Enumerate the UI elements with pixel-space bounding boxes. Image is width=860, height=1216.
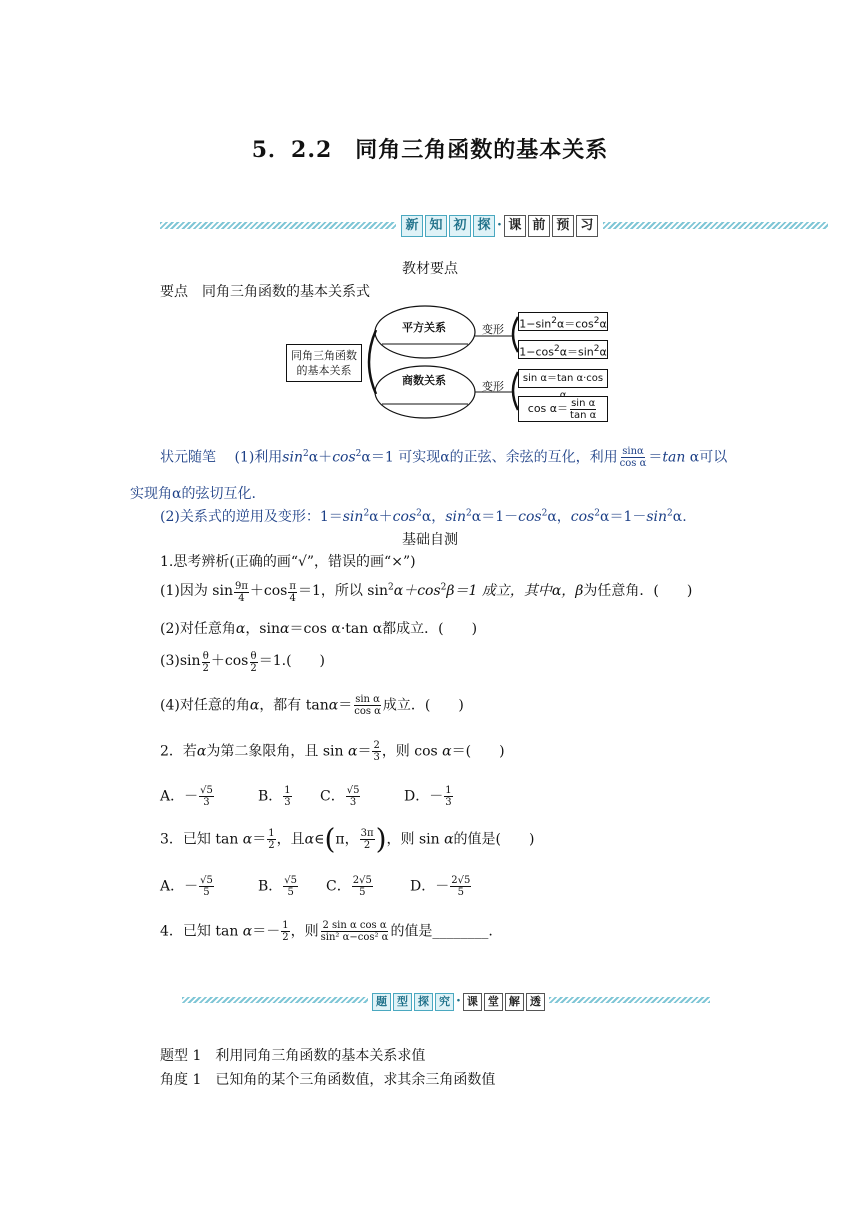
q-text: 2．若 (160, 743, 197, 760)
topic-heading: 题型 1 利用同角三角函数的基本关系求值 (160, 1048, 426, 1064)
q-text: (3)sin (160, 653, 201, 669)
fraction (569, 398, 597, 421)
f1-part: α (599, 317, 607, 331)
numerator: 2√5 (352, 875, 372, 886)
banner-tile: 题 (372, 993, 391, 1011)
note-text: (1)利用 (234, 449, 283, 466)
banner-tile: 探 (414, 993, 433, 1011)
sup: 2 (667, 508, 673, 519)
numerator: √5 (200, 785, 213, 796)
banner-hatch-left (160, 222, 396, 229)
q-text: ，sin (245, 621, 280, 637)
q1-item-2 (160, 618, 477, 638)
fraction (283, 785, 291, 808)
q-text: 的值是________. (390, 923, 493, 940)
banner-tile: 解 (505, 993, 524, 1011)
option-label: A．－ (160, 788, 199, 805)
q3-option-c[interactable] (326, 875, 410, 898)
q-text: ＝1，所以 sin (297, 583, 388, 599)
note-text: cos (332, 449, 356, 466)
denominator: 5 (457, 887, 464, 898)
banner-tile: 堂 (484, 993, 503, 1011)
q-text: ＝ (338, 697, 353, 714)
banner-tile: 课 (504, 215, 526, 237)
note-text: α， (547, 509, 571, 525)
selftest-heading: 基础自测 (402, 532, 458, 548)
page-title: 5．2.2 同角三角函数的基本关系 (251, 137, 609, 163)
q-text: α (238, 831, 253, 848)
quotient-relation-label: 商数关系 (402, 374, 446, 387)
q-text: α＋cos (393, 583, 441, 599)
note-text: ＝ (648, 449, 663, 466)
numerator: sin α (571, 397, 596, 409)
q-text: α (280, 621, 290, 637)
q-text: 3．已知 tan (160, 831, 239, 848)
denominator: 2 (250, 663, 257, 675)
f1-part: α＝cos (556, 317, 594, 331)
note-text: sin (342, 509, 364, 525)
note-text: sin (646, 509, 668, 525)
denominator: 5 (287, 887, 294, 898)
numerator: 1 (284, 785, 291, 796)
banner-separator: · (497, 216, 502, 233)
q-text: ，则 (290, 923, 319, 940)
q-text: (2)对任意角 (160, 621, 236, 637)
q-text: 都成立．( ) (382, 621, 478, 637)
root-line1: 同角三角函数 (291, 349, 357, 362)
numerator: √5 (200, 875, 213, 886)
numerator: θ (250, 651, 257, 663)
q-text: ＝cos α·tan α (289, 621, 383, 637)
banner-tile: 究 (435, 993, 454, 1011)
note-text: (2)关系式的逆用及变形：1＝ (160, 509, 343, 525)
q-text: α，β (551, 583, 584, 599)
denominator: 5 (203, 887, 210, 898)
numerator: θ (202, 651, 209, 663)
numerator: 2 (373, 740, 380, 751)
q-text: α (439, 831, 454, 848)
option-label: D．－ (404, 788, 444, 805)
option-label: C． (320, 788, 345, 805)
note-para-2 (160, 506, 687, 526)
option-label: C． (326, 878, 351, 895)
banner-tile: 习 (576, 215, 598, 237)
q-text: 4．已知 tan (160, 923, 239, 940)
sup: 2 (594, 508, 600, 519)
q-text: α (343, 743, 358, 760)
q-text: α (196, 743, 207, 760)
q-text: (1)因为 sin (160, 583, 233, 599)
option-label: D．－ (410, 878, 450, 895)
note-text: α. (672, 509, 687, 525)
fraction (234, 581, 249, 604)
f2-part: α＝sin (559, 345, 594, 359)
fraction (267, 828, 275, 851)
note-label: 状元随笔 (160, 449, 216, 466)
banner-tile: 探 (473, 215, 495, 237)
q4-stem (160, 920, 493, 943)
note-text: tan (662, 449, 686, 466)
q2-option-b[interactable] (258, 785, 320, 808)
q3-options (160, 875, 472, 898)
q-text: 的值是( ) (453, 831, 535, 848)
fraction (619, 446, 648, 469)
denominator: tan α (570, 409, 597, 421)
banner-tile: 新 (401, 215, 423, 237)
fraction (249, 651, 257, 674)
numerator: √5 (346, 785, 360, 796)
note-text: cos (518, 509, 542, 525)
q-text: π， (335, 831, 359, 848)
fraction (444, 785, 452, 808)
banner-separator: · (456, 992, 461, 1009)
q3-option-a[interactable] (160, 875, 258, 898)
f2-part: α (599, 345, 607, 359)
q2-options (160, 785, 454, 808)
sup: 2 (388, 582, 394, 593)
q-text: ＋cos (249, 583, 288, 599)
note-para-1-line2: 实现角α的弦切互化. (130, 486, 256, 502)
q-text: 为第二象限角，且 sin (206, 743, 344, 760)
numerator: 1 (282, 920, 289, 931)
q-text: α (249, 697, 260, 714)
banner-tile: 预 (552, 215, 574, 237)
numerator: 1 (445, 785, 452, 796)
numerator: √5 (284, 875, 298, 886)
q-text: ＝1.( ) (258, 653, 326, 669)
angle-heading: 角度 1 已知角的某个三角函数值，求其余三角函数值 (160, 1072, 496, 1088)
sup: 2 (440, 582, 447, 593)
q-text: ∈ (314, 831, 325, 848)
fraction (288, 581, 297, 604)
q-text: (4)对任意的角 (160, 697, 250, 714)
q-text: β＝1 成立，其中 (446, 583, 552, 599)
q-text: ，都有 tan (259, 697, 329, 714)
banner-tiles (400, 214, 599, 237)
q-text: 成立．( ) (382, 697, 464, 714)
banner-hatch-right (603, 222, 828, 229)
fraction (199, 875, 214, 898)
numerator: 3π (360, 828, 374, 839)
fraction (199, 785, 214, 808)
q-text: ，且 (276, 831, 305, 848)
denominator: 4 (289, 593, 296, 605)
q-text: ＝ (252, 831, 267, 848)
denominator: 5 (359, 887, 366, 898)
q-text: 为任意角．( ) (583, 583, 693, 599)
sup: 2 (355, 448, 362, 459)
fraction (450, 875, 471, 898)
note-text: α＋ (308, 449, 333, 466)
banner-hatch-left (182, 997, 368, 1003)
q-text: α (304, 831, 315, 848)
denominator: 3 (284, 797, 291, 808)
note-text: sin (282, 449, 303, 466)
q-text: α (328, 697, 339, 714)
denominator: 3 (349, 797, 357, 808)
denominator: 2 (268, 840, 275, 851)
fraction (352, 875, 373, 898)
numerator: 2 sin α cos α (322, 920, 387, 931)
square-relation-label: 平方关系 (402, 321, 446, 334)
banner-tiles (371, 990, 546, 1011)
right-paren: ) (375, 822, 387, 856)
banner-tile: 初 (449, 215, 471, 237)
banner-tile: 课 (463, 993, 482, 1011)
f4-lhs: cos α＝ (527, 402, 569, 415)
q-text: ＝－ (252, 923, 281, 940)
fraction (320, 920, 390, 943)
numerator: sin α (355, 694, 380, 705)
section-banner-class (182, 987, 710, 1013)
q2-option-d[interactable] (404, 785, 454, 808)
q-text: ＝ (357, 743, 372, 760)
denominator: 2 (282, 932, 289, 943)
fraction (346, 785, 361, 808)
banner-hatch-right (549, 997, 710, 1003)
denominator: cos α (619, 458, 647, 469)
denominator: sin² α−cos² α (320, 932, 389, 943)
option-label: A．－ (160, 878, 199, 895)
option-label: B． (258, 788, 283, 805)
denominator: 3 (373, 752, 380, 763)
fraction (353, 694, 382, 717)
note-text: sin (445, 509, 466, 525)
fraction (283, 875, 298, 898)
numerator: 9π (234, 581, 248, 593)
fraction (202, 651, 210, 674)
q2-stem (160, 740, 505, 763)
q-text: ＝( ) (451, 743, 505, 760)
formula-box-3: sin α＝tan α·cos (518, 369, 608, 388)
point-heading: 要点 同角三角函数的基本关系式 (160, 284, 370, 300)
diagram-root-box (286, 344, 362, 382)
numerator: sinα (622, 446, 644, 457)
f2-part: 1−cos (519, 345, 554, 359)
sup: 2 (593, 344, 600, 354)
left-paren: ( (324, 822, 336, 856)
note-text: α＝1－ (599, 509, 647, 525)
note-text: α＝1－ (471, 509, 519, 525)
sup: 2 (553, 344, 560, 354)
numerator: π (289, 581, 296, 593)
denominator: 3 (203, 797, 210, 808)
q-text: α (238, 923, 253, 940)
sup: 2 (466, 508, 472, 519)
f1-part: 1−sin (519, 317, 552, 331)
note-text: α＋ (369, 509, 393, 525)
fraction (372, 740, 380, 763)
sup: 2 (551, 316, 557, 326)
transform-label-1: 变形 (482, 323, 504, 336)
note-text: cos (392, 509, 417, 525)
banner-tile: 透 (526, 993, 545, 1011)
note-text: α＝1 可实现α的正弦、余弦的互化，利用 (361, 449, 618, 466)
q-text: α (235, 621, 246, 637)
sup: 2 (593, 316, 600, 326)
q3-option-b[interactable] (258, 875, 326, 898)
denominator: 2 (363, 840, 371, 851)
fraction (360, 828, 375, 851)
fraction (281, 920, 289, 943)
note-para-1 (160, 446, 760, 469)
q2-option-a[interactable] (160, 785, 258, 808)
q1-item-3 (160, 650, 325, 674)
q-text: α (437, 743, 452, 760)
section-heading: 教材要点 (402, 261, 458, 277)
q-text: ＋cos (210, 653, 249, 669)
q1-intro: 1.思考辨析(正确的画“√”，错误的画“×”) (160, 554, 416, 570)
q1-item-4 (160, 694, 464, 717)
q2-option-c[interactable] (320, 785, 404, 808)
denominator: 3 (445, 797, 452, 808)
denominator: 4 (238, 593, 245, 605)
sup: 2 (541, 508, 548, 519)
sup: 2 (302, 448, 309, 459)
q3-stem (160, 822, 535, 856)
q-text: ，则 sin (386, 831, 440, 848)
relation-diagram (284, 302, 614, 426)
q1-item-1 (160, 580, 692, 604)
q3-option-d[interactable] (410, 875, 472, 898)
sup: 2 (363, 508, 370, 519)
transform-label-2: 变形 (482, 380, 504, 393)
note-text: cos (570, 509, 595, 525)
numerator: 1 (268, 828, 275, 839)
denominator: 2 (202, 663, 209, 675)
q-text: ，则 cos (381, 743, 438, 760)
denominator: cos α (354, 706, 381, 717)
banner-tile: 知 (425, 215, 447, 237)
section-banner-preview (160, 212, 828, 238)
banner-tile: 前 (528, 215, 550, 237)
note-text: α可以 (685, 449, 728, 466)
note-text: α， (421, 509, 446, 525)
root-line2: 的基本关系 (296, 364, 352, 377)
banner-tile: 型 (393, 993, 412, 1011)
formula-box-1 (518, 312, 608, 331)
formula-box-4 (518, 396, 608, 422)
formula-box-2 (518, 340, 608, 359)
option-label: B． (258, 878, 283, 895)
sup: 2 (416, 508, 422, 519)
numerator: 2√5 (451, 875, 471, 886)
